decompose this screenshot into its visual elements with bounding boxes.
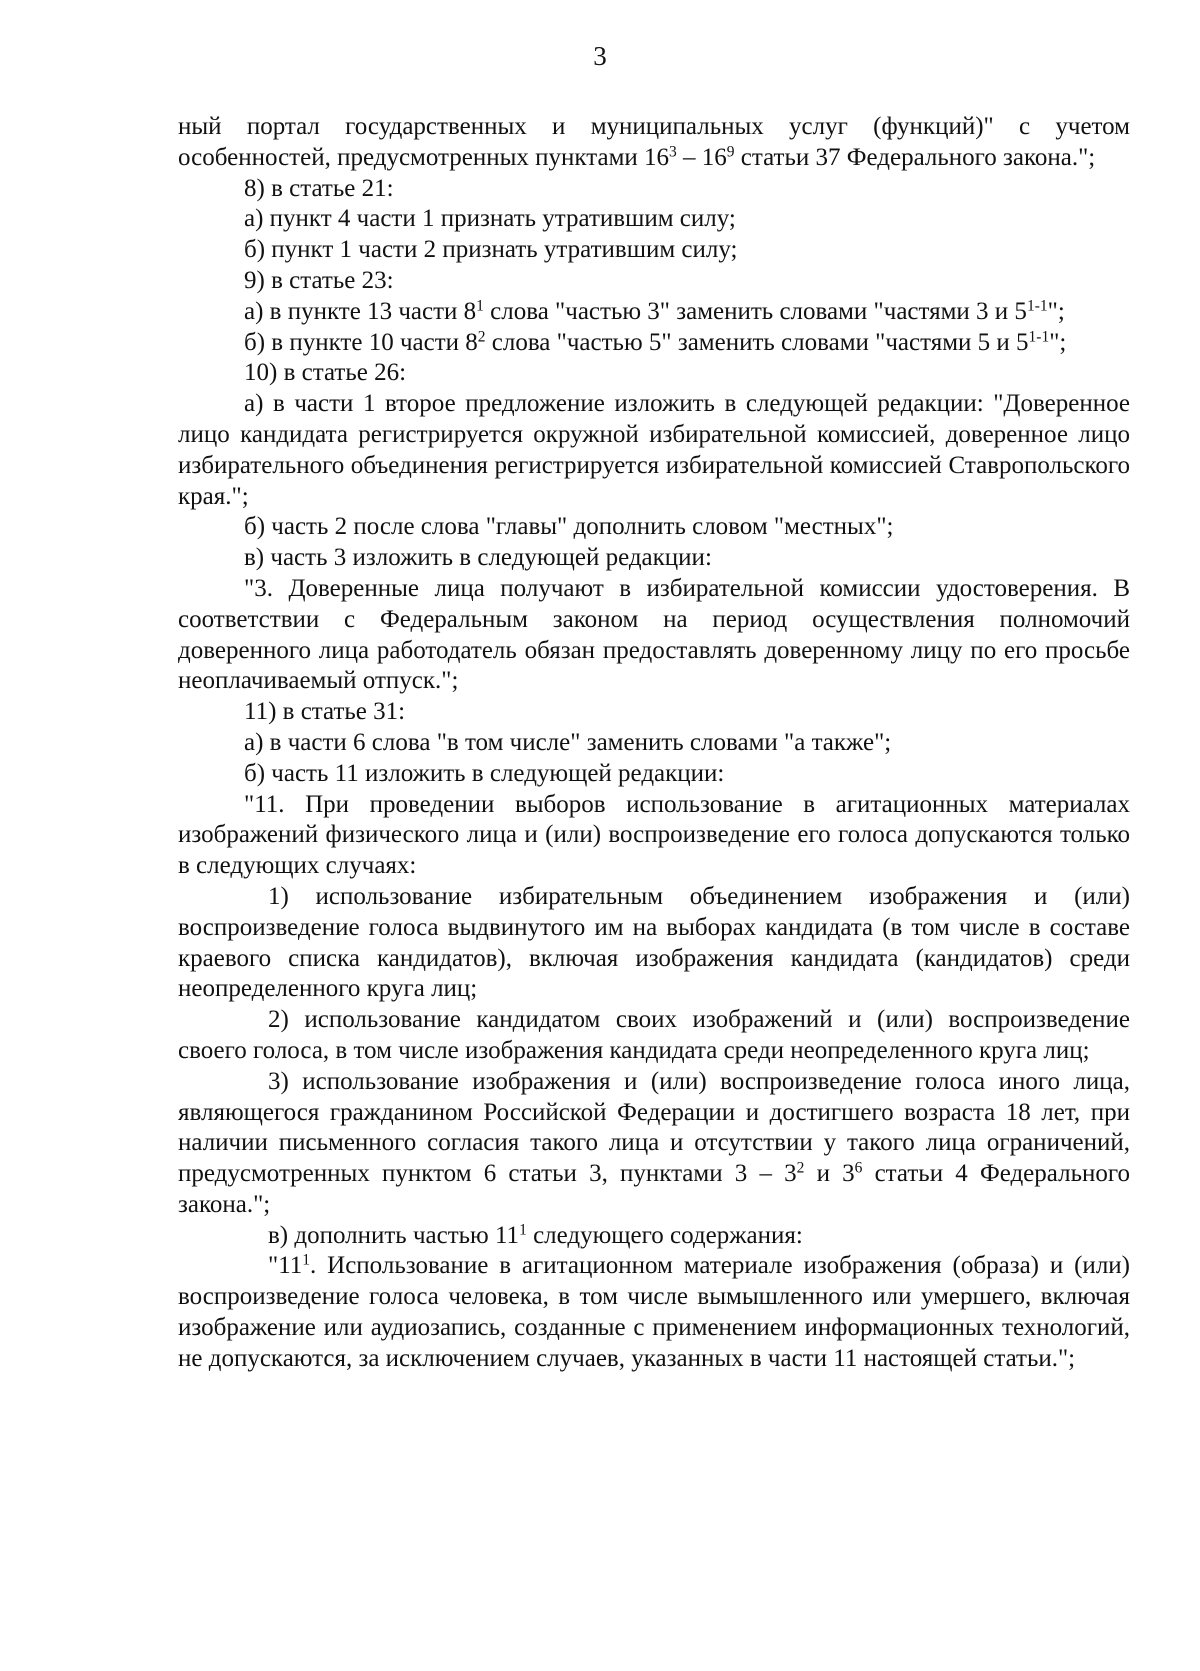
subitem-b-art26: б) часть 2 после слова "главы" дополнить словом "местных"; [244,513,894,541]
subitem-v-art31: в) дополнить частью $11^1$ следующего содержания: [268,1221,803,1249]
quoted-part-11-1: "$11^1$. Использование в агитационном материале изображения (образа) и (или) воспроизведение голоса человека, в том числе вымышленного или умершего, включая изображение или аудиозапись, созданные с применением информационных технологий, не допускаются, за исключением случаев, указанных в части 11 настоящей статьи."; [178,1251,1130,1372]
subitem-a-art31: а) в части 6 слова "в том числе" заменить словами "а также"; [244,728,892,756]
subitem-v-art26: в) часть 3 изложить в следующей редакции: [244,544,712,572]
quoted-part-11: "11. При проведении выборов использование в агитационных материалах изображений физического лица и (или) воспроизведение его голоса допускаются только в следующих случаях: [178,790,1130,880]
subitem-a-art23: а) в пункте 13 части $8^1$ слова "частью 3" заменить словами "частями 3 и 5$^{1-1}$"; [244,297,1065,325]
item-9-article-23: 9) в статье 23: [244,266,394,294]
subitem-b-art31: б) часть 11 изложить в следующей редакции: [244,759,725,787]
subitem-b-art21: б) пункт 1 части 2 признать утратившим силу; [244,236,738,264]
page-number: 3 [593,41,607,71]
case-2: 2) использование кандидатом своих изображений и (или) воспроизведение своего голоса, в том числе изображения кандидата среди неопределенного круга лиц; [178,1006,1130,1064]
quoted-part-3: "3. Доверенные лица получают в избирательной комиссии удостоверения. В соответствии с Федеральным законом на период осуществления полномочий доверенного лица работодатель обязан предоставлять доверенному лицу по его просьбе неоплачиваемый отпуск."; [178,574,1130,695]
subitem-a-art21: а) пункт 4 части 1 признать утратившим силу; [244,205,736,233]
case-1: 1) использование избирательным объединением изображения и (или) воспроизведение голоса выдвинутого им на выборах кандидата (в том числе в составе краевого списка кандидатов), включая изображения кандидата (кандидатов) среди неопределенного круга лиц; [178,882,1130,1003]
case-3: 3) использование изображения и (или) воспроизведение голоса иного лица, являющегося гражданином Российской Федерации и достигшего возраста 18 лет, при наличии письменного согласия такого лица и отсутствии у такого лица ограничений, предусмотренных пунктом 6 статьи 3, пунктами $3 - 3^2$ и $3^6$ статьи 4 Федерального закона."; [178,1067,1130,1218]
item-8-article-21: 8) в статье 21: [244,174,394,202]
subitem-b-art23: б) в пункте 10 части $8^2$ слова "частью 5" заменить словами "частями 5 и 5$^{1-1}$"; [244,328,1067,356]
paragraph-continuation: ный портал государственных и муниципальных услуг (функций)" с учетом особенностей, предусмотренных пунктами $16^3 - 16^9$ статьи 37 Федерального закона."; [178,113,1130,171]
item-11-article-31: 11) в статье 31: [244,698,406,726]
subitem-a-art26: а) в части 1 второе предложение изложить в следующей редакции: "Доверенное лицо кандидата регистрируется окружной избирательной комиссией, доверенное лицо избирательного объединения регистрируется избирательной комиссией Ставропольского края."; [178,390,1130,510]
item-10-article-26: 10) в статье 26: [244,359,407,387]
document-body [178,112,1130,1375]
